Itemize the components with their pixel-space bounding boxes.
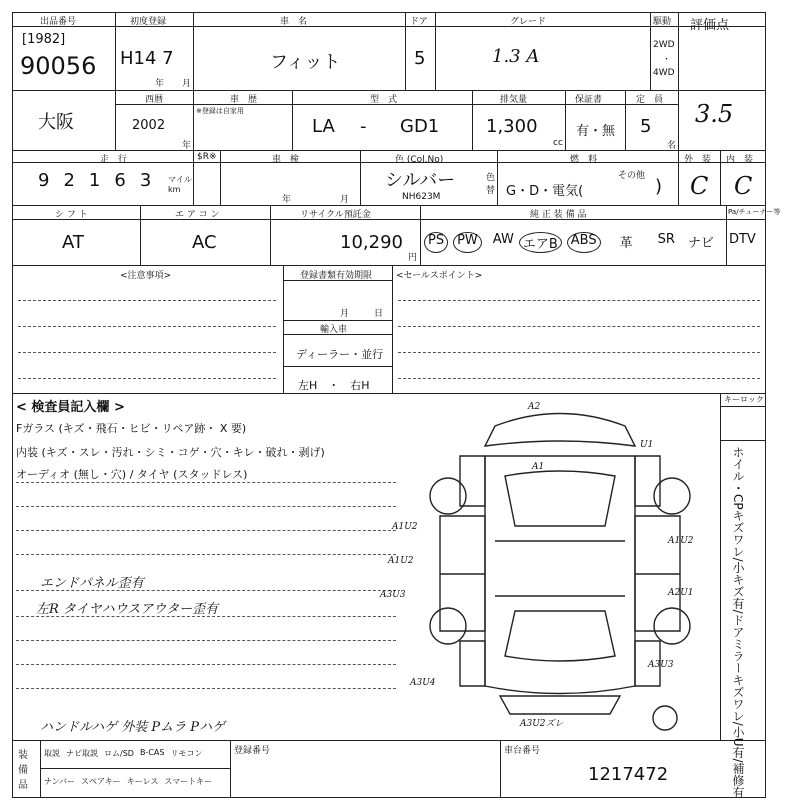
capacity-unit: 名	[667, 141, 677, 151]
damage-mark: A2U1	[668, 588, 694, 598]
mileage-digit: 6	[114, 170, 126, 191]
footer-item: 取説	[44, 749, 60, 758]
displacement: 1,300	[486, 116, 538, 137]
audio-line: オーディオ (無し・穴) / タイヤ (スタッドレス)	[16, 468, 248, 481]
equip-pw: PW	[453, 232, 482, 253]
reg-doc-day: 日	[374, 309, 384, 319]
equip-aw: AW	[492, 232, 514, 247]
equip-leather: 革	[619, 236, 633, 251]
keylock-label: キーロック	[724, 395, 764, 404]
handwritten-note-3: ハンドルハゲ 外装 Pムラ Pハゲ	[40, 720, 225, 735]
interior-label: 内 装	[726, 155, 754, 165]
equip-items-row-1	[44, 748, 202, 759]
import-value: ディーラー・並行	[296, 348, 384, 361]
footer-item: ナビ取説	[66, 749, 98, 758]
equipment-extra-label: Pa/チューナー等	[728, 208, 781, 216]
handwritten-note-1: エンドパネル歪有	[40, 576, 144, 591]
recycle-unit: 円	[408, 253, 418, 263]
reg-unit-month: 月	[182, 79, 192, 89]
history-label: 車 歴	[230, 95, 258, 105]
smeter-label: $R※	[197, 152, 217, 162]
damage-mark: A3U3	[648, 660, 674, 670]
mileage-digits	[38, 170, 151, 191]
drive-label: 駆動	[653, 17, 672, 27]
ac-label: エ ア コ ン	[175, 210, 220, 220]
equipment-label: 純 正 装 備 品	[530, 210, 587, 220]
region: 大阪	[38, 112, 74, 133]
recycle-label: リサイクル預託金	[300, 210, 371, 220]
damage-mark: A2	[528, 402, 541, 412]
drive-4wd: 4WD	[653, 68, 675, 78]
model-b: GD1	[400, 116, 440, 137]
handle-value: 左H ・ 右H	[298, 379, 370, 392]
capacity-label: 定 員	[636, 95, 664, 105]
recycle: 10,290	[340, 232, 403, 253]
shaken-month: 月	[340, 195, 350, 205]
displacement-label: 排気量	[500, 95, 528, 105]
damage-mark: A1U2	[388, 556, 414, 566]
lot-sub: [1982]	[22, 32, 66, 47]
side-note: ホイル・CPキズワレ/小キズ有/ドアミラーキズワレ/小U有/補修有	[731, 446, 745, 799]
mileage-digit: 9	[38, 170, 50, 191]
handwritten-note-2: 左R タイヤハウスアウター歪有	[36, 602, 219, 617]
color: シルバー	[385, 170, 456, 191]
fuel-other: その他	[618, 171, 646, 181]
footer-item: リモコン	[170, 749, 203, 758]
model-a: LA	[312, 116, 335, 137]
sales-label: <セールスポイント>	[396, 271, 483, 281]
color-change: 色替	[486, 173, 496, 196]
year-unit: 年	[182, 141, 192, 151]
fuel-close: )	[655, 176, 663, 197]
import-label: 輸入車	[320, 325, 348, 335]
reg-label: 初度登録	[130, 17, 167, 27]
warranty: 有・無	[576, 124, 616, 139]
damage-mark: A3U3	[380, 590, 406, 600]
color-label: 色 (Col.No)	[395, 155, 444, 165]
lot-number: 90056	[20, 52, 97, 80]
history-sub: ※登録は自家用	[196, 107, 244, 115]
damage-mark: A3U4	[410, 678, 436, 688]
damage-mark: A1	[532, 462, 545, 472]
equip-abs: ABS	[567, 232, 601, 253]
exterior-grade: C	[690, 172, 709, 200]
damage-mark: A1U2	[668, 536, 694, 546]
drive-2wd: 2WD	[653, 40, 675, 50]
car-name: フィット	[270, 52, 341, 73]
caution-label: <注意事項>	[120, 271, 172, 281]
reg-doc-label: 登録書類有効期限	[300, 271, 373, 281]
car-name-label: 車 名	[280, 17, 308, 27]
year: 2002	[132, 118, 166, 133]
equipment-list	[424, 232, 756, 253]
shaken-label: 車 検	[272, 155, 300, 165]
interior-grade: C	[734, 172, 753, 200]
damage-mark: A3U2ズレ	[520, 719, 564, 729]
equip-sr: SR	[657, 232, 675, 247]
warranty-label: 保証書	[575, 95, 603, 105]
reg-doc-month: 月	[340, 309, 350, 319]
door-label: ドア	[410, 17, 428, 27]
score-label: 評価点	[690, 18, 730, 33]
shift: AT	[62, 232, 84, 253]
model-dash: -	[360, 116, 367, 137]
capacity: 5	[640, 116, 652, 137]
footer-item: キーレス	[126, 777, 159, 786]
interior-line: 内装 (キズ・スレ・汚れ・シミ・コゲ・穴・キレ・破れ・剥げ)	[16, 446, 325, 459]
fuel-label: 燃 料	[570, 155, 598, 165]
score: 3.5	[695, 100, 734, 128]
inspector-title: < 検査員記入欄 >	[16, 400, 125, 415]
mileage-digit: 1	[88, 170, 101, 191]
ac: AC	[192, 232, 217, 253]
equip-dtv: DTV	[728, 232, 756, 247]
grade: 1.3 A	[492, 46, 540, 67]
car-damage-diagram	[400, 396, 718, 738]
doors: 5	[414, 48, 426, 69]
reg-value: H14 7	[120, 48, 174, 69]
equip-airbag: エアB	[519, 232, 562, 253]
mileage-unit: マイル km	[168, 175, 192, 194]
model-label: 型 式	[370, 95, 398, 105]
lot-label: 出品番号	[40, 17, 77, 27]
drive-sep: ・	[662, 55, 672, 65]
footer-item: ロム/SD	[104, 749, 134, 758]
equip-items-row-2	[44, 776, 212, 787]
damage-mark: A1U2	[392, 522, 418, 532]
serial-number: 1217472	[588, 764, 669, 785]
equip-ps: PS	[424, 232, 448, 253]
serial-label: 車台番号	[504, 746, 541, 756]
year-label: 西暦	[145, 95, 164, 105]
equip-navi: ナビ	[687, 236, 714, 251]
mileage-label: 走 行	[100, 155, 128, 165]
exterior-label: 外 装	[684, 155, 712, 165]
glass-line: Fガラス (キズ・飛石・ヒビ・リペア跡・ X 要)	[16, 422, 247, 435]
reg-unit-year: 年	[155, 79, 165, 89]
footer-item: スペアキー	[81, 777, 121, 786]
shaken-year: 年	[282, 195, 292, 205]
footer-item: スマートキー	[164, 777, 213, 786]
damage-mark: U1	[640, 440, 654, 450]
equip-col-label: 装備品	[18, 750, 28, 791]
fuel: G・D・電気(	[506, 184, 584, 199]
footer-item: B-CAS	[139, 748, 165, 757]
grade-label: グレード	[510, 17, 547, 27]
mileage-digit: 3	[139, 170, 152, 191]
mileage-digit: 2	[63, 170, 75, 191]
cc-unit: cc	[553, 138, 563, 148]
color-code: NH623M	[402, 192, 441, 202]
shift-label: シ フ ト	[55, 210, 88, 220]
reg-no-label: 登録番号	[234, 746, 271, 756]
footer-item: ナンバー	[44, 777, 76, 786]
